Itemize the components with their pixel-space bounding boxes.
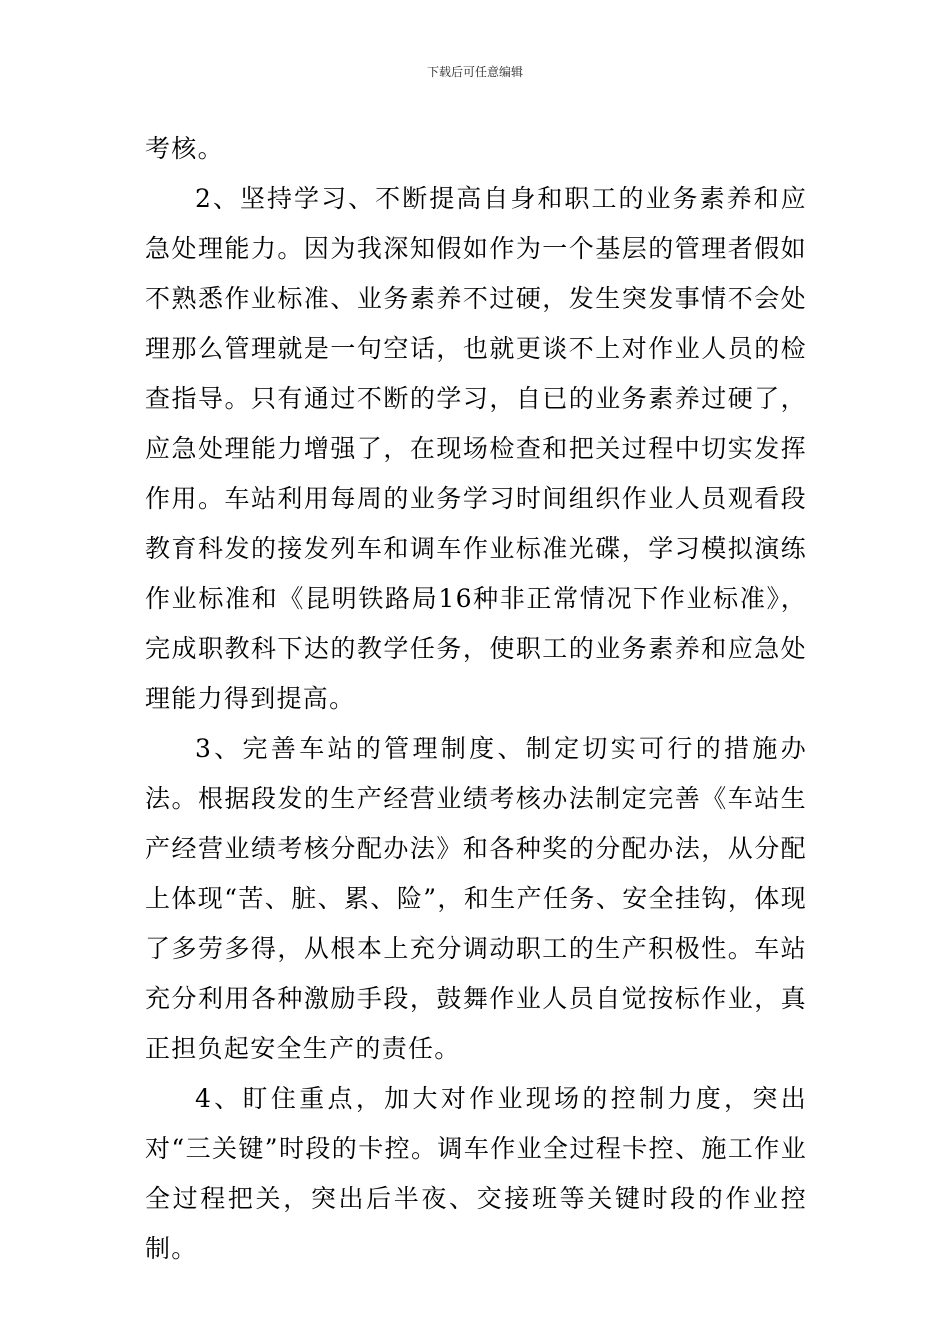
paragraph-1: 考核。 bbox=[145, 134, 224, 163]
paragraph-2: 2、坚持学习、不断提高自身和职工的业务素养和应急处理能力。因为我深知假如作为一个基层的管理者假如不熟悉作业标准、业务素养不过硬，发生突发事情不会处理那么管理就是一句空话，也就更谈不上对作业人员的检查指导。只有通过不断的学习，自已的业务素养过硬了，应急处理能力增强了，在现场检查和把关过程中切实发挥作用。车站利用每周的业务学习时间组织作业人员观看段教育科发的接发列车和调车作业标准光碟，学习模拟演练作业标准和《昆明铁路局16种非正常情况下作业标准》，完成职教科下达的教学任务，使职工的业务素养和应急处理能力得到提高。 bbox=[145, 184, 807, 713]
page-header: 下载后可任意编辑 bbox=[426, 65, 523, 79]
paragraph-3: 3、完善车站的管理制度、制定切实可行的措施办法。根据段发的生产经营业绩考核办法制定完善《车站生产经营业绩考核分配办法》和各种奖的分配办法，从分配上体现“苦、脏、累、险”，和生产任务、安全挂钩，体现了多劳多得，从根本上充分调动职工的生产积极性。车站充分利用各种激励手段，鼓舞作业人员自觉按标作业，真正担负起安全生产的责任。 bbox=[145, 734, 807, 1063]
document-body bbox=[145, 124, 807, 1274]
paragraph-4: 4、盯住重点，加大对作业现场的控制力度，突出对“三关键”时段的卡控。调车作业全过程卡控、施工作业全过程把关，突出后半夜、交接班等关键时段的作业控制。 bbox=[145, 1084, 807, 1263]
